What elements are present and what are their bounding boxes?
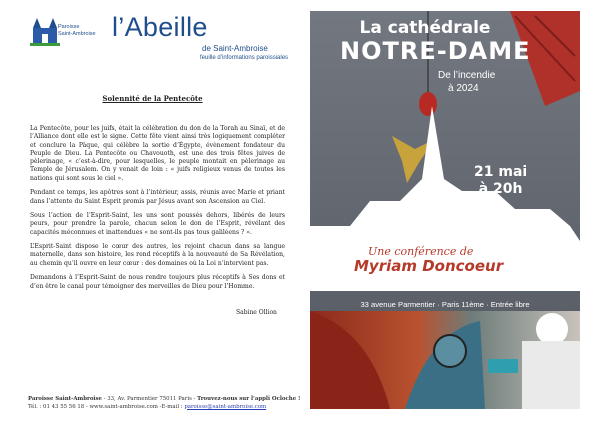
footer-address: - 33, Av. Parmentier 75011 Paris - [101,396,198,402]
article-paragraph: La Pentecôte, pour les juifs, était la célébration du don de la Torah au Sinaï, et de l’Alliance dont elle est le signe. Cette fête vient ainsi très logiquement compléter et conclure la Pâque, qui célèbre la sortie d’Égypte, évènement fondateur du Peuple de Dieu. La Pentecôte ou Chavouoth, est une des trois fêtes juives de pèlerinage, « c’est-à-dire, pour lesquelles, le peuple montait en pèlerinage au Temple de Jérusalem. On y venait de loin : « juifs religieux venus de toutes les nations qui sont sous le ciel ». [30,125,285,182]
bulletin-tagline: feuille d’informations paroissiales [200,55,289,61]
conference-label: Une conférence de [368,245,474,258]
article-heading: Solennité de la Pentecôte [102,94,203,103]
poster-address: 33 avenue Parmentier · Paris 11ème · Entrée libre [360,300,530,309]
restoration-photo [310,311,580,409]
poster-title-line2: NOTRE-DAME [340,37,531,65]
poster-subtitle-line1: De l’incendie [438,70,496,81]
speaker-name: Myriam Doncoeur [354,257,504,275]
article-paragraph: Sous l’action de l’Esprit-Saint, les uns sont poussés dehors, libérés de leurs peurs, pour prendre la parole, chacun selon le don de l’Esprit, révélant des capacités méconnues et inattendues « ne sont-ils pas tous galiléens ? ». [30,212,285,236]
article-paragraph: L’Esprit-Saint dispose le cœur des autres, les rejoint chacun dans sa langue maternelle, dans son histoire, les rend réceptifs à la nouveauté de Sa Révélation, au chemin qu’il ouvre en leur cœur : des domaines où la Loi n’intervient pas. [30,243,285,267]
bulletin-logo [30,14,300,74]
parish-label: Paroisse Saint-Ambroise [58,24,96,37]
article-body [30,125,285,297]
poster-subtitle-line2: à 2024 [448,83,479,94]
conference-poster [310,11,580,409]
footer-parish: Paroisse Saint-Ambroise [28,396,102,402]
footer-app: Trouvez-nous sur l’appli Ocloche ! [197,396,301,402]
poster-date: 21 mai à 20h [474,164,528,197]
bulletin-subtitle: de Saint-Ambroise [202,44,268,53]
church-icon [30,16,60,46]
poster-title-line1: La cathédrale [359,18,491,38]
footer-contact: Tél. : 01 43 55 56 18 - www.saint-ambroise.com -E-mail : [28,403,185,410]
article-paragraph: Demandons à l’Esprit-Saint de nous rendre toujours plus réceptifs à Ses dons et d’en être le canal pour témoigner des merveilles de Dieu pour l’Homme. [30,274,285,290]
footer-email-link[interactable]: paroisse@saint-ambroise.com [184,403,267,410]
stained-glass-photo [310,311,580,409]
footer [28,396,300,411]
bell-icon [419,92,437,116]
article-paragraph: Pendant ce temps, les apôtres sont à l’intérieur, assis, réunis avec Marie et priant dans l’attente du Saint Esprit promis par Jésus avant son Ascension au Ciel. [30,189,285,205]
bulletin-title: l’Abeille [112,12,208,42]
article-signature: Sabine Ollion [236,309,277,316]
